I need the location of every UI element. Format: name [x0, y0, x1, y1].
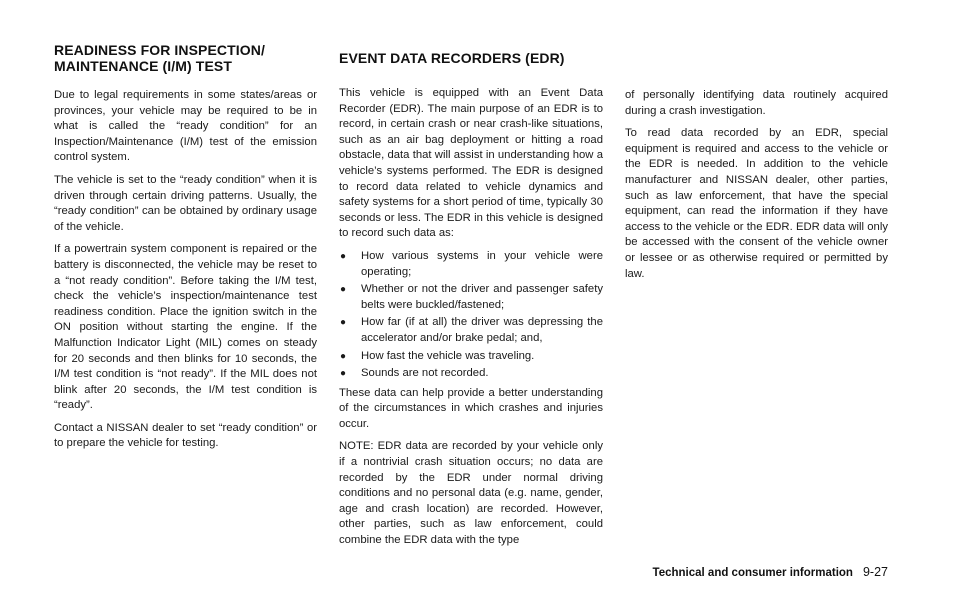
- im-paragraph-2: The vehicle is set to the “ready condition” when it is driven through certain driving patterns. Usually, the “ready condition” can be obtained by ordinary usage of the vehicle.: [54, 173, 317, 233]
- im-paragraph-4: Contact a NISSAN dealer to set “ready condition” or to prepare the vehicle for testing.: [54, 421, 317, 450]
- edr-bullet-text: Whether or not the driver and passenger safety belts were buckled/fastened;: [361, 283, 603, 311]
- page-number: 9-27: [862, 565, 888, 579]
- edr-heading: EVENT DATA RECORDERS (EDR): [339, 50, 565, 66]
- im-test-heading: [54, 42, 265, 74]
- edr-bullet-text: How far (if at all) the driver was depressing the accelerator and/or brake pedal; and,: [361, 316, 603, 344]
- im-test-body: [54, 88, 317, 459]
- im-test-heading-line-2: MAINTENANCE (I/M) TEST: [54, 58, 232, 74]
- bullet-icon: ●: [340, 350, 347, 362]
- bullet-icon: ●: [340, 368, 347, 380]
- im-test-heading-line-1: READINESS FOR INSPECTION/: [54, 42, 265, 58]
- edr-bullet-item: [339, 366, 603, 382]
- edr-continued-paragraph-1: of personally identifying data routinely acquired during a crash investigation.: [625, 89, 888, 117]
- edr-paragraph-after-1: These data can help provide a better understanding of the circumstances in which crashes and injuries occur.: [339, 386, 603, 430]
- bullet-icon: ●: [340, 284, 347, 296]
- edr-bullet-item: [339, 282, 603, 313]
- page-footer: [653, 565, 888, 579]
- edr-intro-paragraph: This vehicle is equipped with an Event Data Recorder (EDR). The main purpose of an EDR is to record, in certain crash or near crash-like situations, such as an air bag deployment or hitting a road obstacle, data that will assist in understanding how a vehicle’s systems performed. The EDR is designed to record data related to vehicle dynamics and safety systems for a short period of time, typically 30 seconds or less. The EDR in this vehicle is designed to record such data as:: [339, 87, 603, 240]
- edr-continued-body: [625, 88, 888, 289]
- edr-bullet-text: Sounds are not recorded.: [361, 367, 489, 380]
- edr-bullet-item: [339, 315, 603, 346]
- edr-bullet-list: [339, 249, 603, 382]
- edr-note-paragraph: NOTE: EDR data are recorded by your vehicle only if a nontrivial crash situation occurs; no data are recorded by the EDR under normal driving conditions and no personal data (e.g. name, gender, age and crash location) are recorded. However, other parties, such as law enforcement, could combine the EDR data with the type: [339, 440, 603, 547]
- edr-body: [339, 86, 603, 556]
- edr-continued-paragraph-2: To read data recorded by an EDR, special equipment is required and access to the vehicle or the EDR is needed. In addition to the vehicle manufacturer and NISSAN dealer, other parties, such as law enforcement, that have the special equipment, can read the information if they have access to the vehicle or the EDR. EDR data will only be accessed with the consent of the vehicle owner or lessee or as otherwise required or permitted by law.: [625, 127, 888, 280]
- edr-bullet-item: [339, 349, 603, 365]
- bullet-icon: ●: [340, 317, 347, 329]
- edr-bullet-text: How various systems in your vehicle were operating;: [361, 249, 603, 278]
- footer-section-title: Technical and consumer information: [652, 567, 853, 579]
- edr-bullet-item: [339, 249, 603, 280]
- im-paragraph-1: Due to legal requirements in some states/areas or provinces, your vehicle may be required to be in what is called the “ready condition” for an Inspection/Maintenance (I/M) test of the emission control system.: [54, 89, 317, 164]
- im-paragraph-3: If a powertrain system component is repaired or the battery is disconnected, the vehicle may be reset to a “not ready condition”. Before taking the I/M test, check the vehicle’s inspection/maintenance test readiness condition. Place the ignition switch in the ON position without starting the engine. If the Malfunction Indicator Light (MIL) comes on steady for 20 seconds and then blinks for 10 seconds, the I/M test condition is “not ready”. If the MIL does not blink after 20 seconds, the I/M test condition is “ready”.: [54, 243, 317, 412]
- bullet-icon: ●: [340, 250, 347, 262]
- edr-bullet-text: How fast the vehicle was traveling.: [361, 349, 535, 362]
